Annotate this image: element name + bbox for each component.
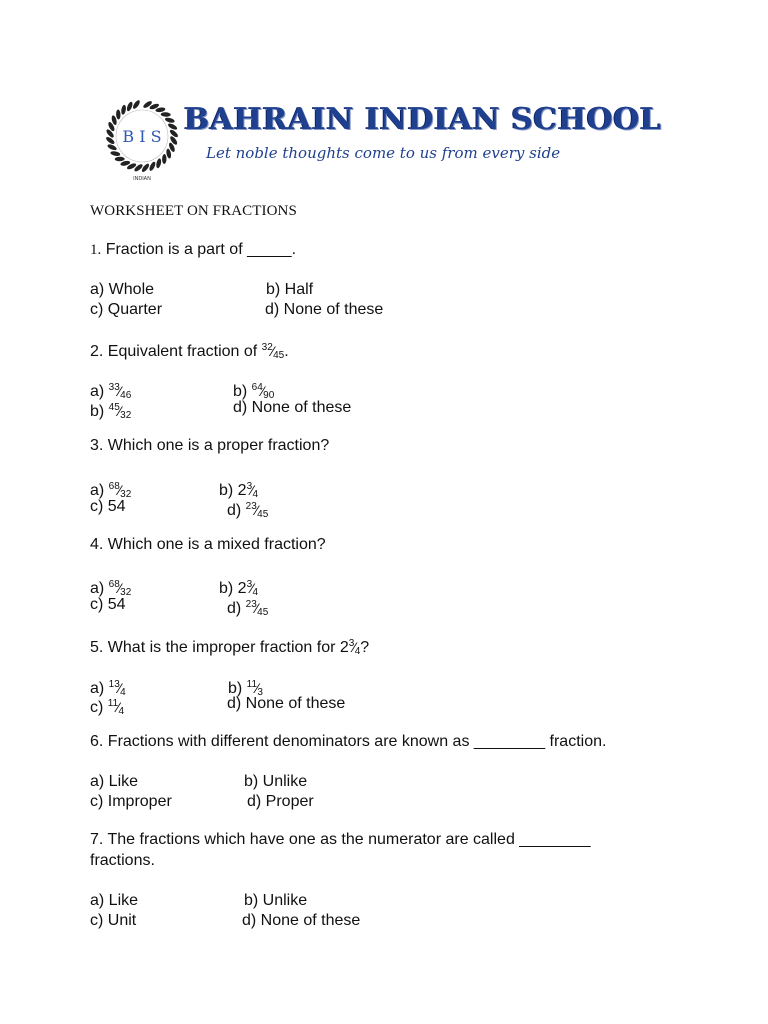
q1-option-c: c) Quarter (90, 301, 163, 318)
q7-options-row-1 (90, 891, 308, 911)
laurel-leaf (164, 117, 175, 124)
q4-option-d: d) $^{23}$⁄45 (227, 599, 269, 618)
q1-option-a: a) Whole (90, 281, 155, 298)
q1-options-row-1 (90, 280, 314, 300)
denominator: 45 (273, 350, 285, 361)
q7-options-row-2 (90, 911, 361, 931)
laurel-leaf (161, 112, 171, 117)
laurel-leaf (126, 101, 134, 112)
fraction: $^{13}$⁄4 (108, 679, 126, 698)
q4-option-a: a) $^{68}$⁄32 (90, 579, 132, 598)
q6-option-c: c) Improper (90, 793, 172, 810)
worksheet-title: WORKSHEET ON FRACTIONS (90, 203, 297, 219)
question-3: 3. Which one is a proper fraction? (90, 437, 330, 454)
seal-subtext: INDIAN (133, 176, 151, 182)
laurel-leaf (132, 99, 141, 110)
q7-option-b: b) Unlike (244, 892, 308, 909)
question-7-line-2: fractions. (90, 852, 155, 869)
q2-options-row-2 (90, 398, 352, 426)
q4-option-c: c) 54 (90, 596, 126, 613)
laurel-leaf (115, 157, 125, 162)
laurel-leaf (155, 158, 162, 169)
fraction: $^{68}$⁄32 (108, 481, 132, 500)
laurel-leaf (116, 109, 121, 119)
laurel-leaf (141, 163, 151, 174)
question-1-text: Fraction is a part of _____. (101, 241, 297, 258)
q1-option-d: d) None of these (265, 301, 384, 318)
fraction: $^{68}$⁄32 (108, 579, 132, 598)
q3-option-a: a) $^{68}$⁄32 (90, 481, 132, 500)
fraction: $^{33}$⁄46 (108, 382, 132, 401)
laurel-leaf (148, 161, 156, 172)
fraction: $^{23}$⁄45 (245, 599, 269, 618)
school-header (96, 92, 662, 187)
fraction: $^{45}$⁄32 (108, 402, 132, 421)
question-6: 6. Fractions with different denominators are known as ________ fraction. (90, 733, 607, 750)
fraction: $^{32}$⁄45 (261, 342, 285, 361)
laurel-leaf (162, 154, 167, 164)
laurel-leaf (110, 150, 121, 156)
laurel-leaf (169, 129, 179, 139)
q6-options-row-2 (90, 792, 314, 812)
q5-option-c: c) $^{11}$⁄4 (90, 698, 125, 717)
seal-text: B I S (122, 127, 162, 146)
fraction: $^{11}$⁄4 (107, 698, 125, 717)
question-2-text: 2. Equivalent fraction of (90, 343, 262, 360)
question-1 (90, 240, 296, 260)
q5-option-a: a) $^{13}$⁄4 (90, 679, 126, 698)
question-5-end: ? (360, 639, 370, 656)
question-2-end: . (284, 343, 289, 360)
q5-options-row-2 (90, 694, 346, 722)
question-5-text: 5. What is the improper fraction for 2 (90, 639, 349, 656)
q2-option-b: b) $^{64}$⁄90 (233, 382, 275, 401)
numerator: 32 (261, 342, 273, 353)
fraction: $^3$⁄4 (348, 638, 361, 657)
q1-options-row-2 (90, 300, 384, 320)
laurel-leaf (167, 122, 178, 131)
fraction: $^{23}$⁄45 (245, 501, 269, 520)
q7-option-c: c) Unit (90, 912, 137, 929)
q5-option-b: b) $^{11}$⁄3 (228, 679, 263, 698)
q3-option-d: d) $^{23}$⁄45 (227, 501, 269, 520)
question-4: 4. Which one is a mixed fraction? (90, 536, 326, 553)
q4-option-b: b) $2^3⁄4$ (219, 579, 259, 598)
q7-option-a: a) Like (90, 892, 139, 909)
q2-option-a: a) $^{33}$⁄46 (90, 382, 132, 401)
school-seal-logo (96, 92, 188, 184)
q6-option-a: a) Like (90, 773, 139, 790)
fraction: $^{64}$⁄90 (251, 382, 275, 401)
school-name: BAHRAIN INDIAN SCHOOL (184, 102, 662, 137)
q1-option-b: b) Half (266, 281, 314, 298)
fraction: $^3$⁄4 (246, 579, 259, 598)
laurel-leaf (107, 143, 118, 151)
q6-option-d: d) Proper (247, 793, 314, 810)
q4-options-row-2 (90, 595, 269, 618)
q2-option-c: b) $^{45}$⁄32 (90, 402, 132, 421)
question-2 (90, 338, 289, 366)
fraction: $^{11}$⁄3 (246, 679, 263, 698)
q3-options-row-2 (90, 497, 269, 520)
school-motto: Let noble thoughts come to us from every side (206, 144, 561, 162)
q7-option-d: d) None of these (242, 912, 361, 929)
q6-option-b: b) Unlike (244, 773, 308, 790)
q5-option-d: d) None of these (227, 695, 346, 712)
q3-option-c: c) 54 (90, 498, 126, 515)
laurel-leaf (121, 104, 127, 115)
fraction: $^3$⁄4 (246, 481, 259, 500)
q6-options-row-1 (90, 772, 308, 792)
q2-option-d: d) None of these (233, 399, 352, 416)
question-5 (90, 634, 369, 662)
laurel-leaf (105, 136, 116, 146)
q3-option-b: b) $2^3⁄4$ (219, 481, 259, 500)
question-7-line-1: 7. The fractions which have one as the numerator are called ________ (90, 831, 591, 848)
question-1-number: 1. (90, 242, 102, 258)
